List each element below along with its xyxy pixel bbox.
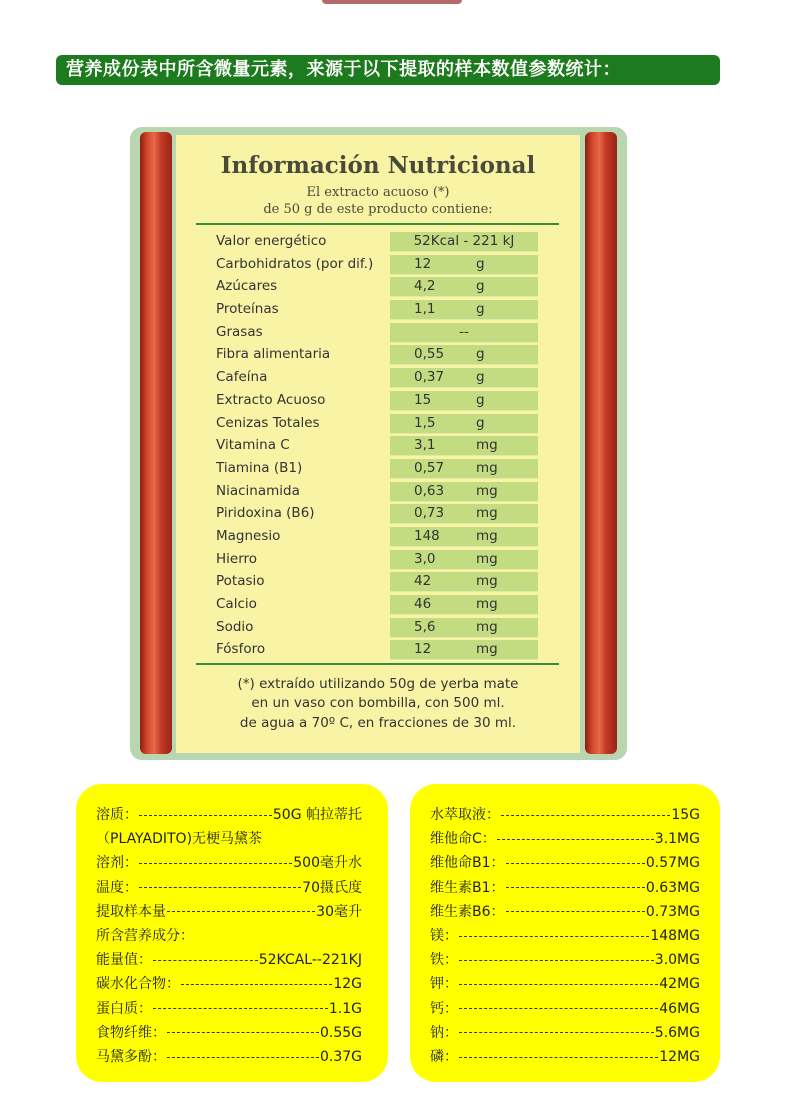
nutrient-amount: 3,1 bbox=[414, 437, 436, 454]
spec-row bbox=[430, 852, 700, 872]
spec-value: 3.0MG bbox=[654, 952, 700, 969]
leader-line bbox=[506, 887, 645, 888]
left-pillar bbox=[140, 132, 172, 754]
nutrition-row bbox=[216, 231, 546, 254]
nutrient-value-cell bbox=[390, 550, 538, 570]
spec-row bbox=[96, 949, 362, 969]
nutrient-unit: mg bbox=[476, 641, 498, 658]
spec-value: 0.63MG bbox=[645, 879, 700, 896]
nutrient-amount: 1,1 bbox=[414, 301, 436, 318]
nutrition-row bbox=[216, 413, 546, 436]
leader-line bbox=[459, 1008, 658, 1009]
spec-label: 能量值： bbox=[96, 952, 152, 969]
nutrient-label: Fibra alimentaria bbox=[216, 346, 331, 363]
spec-label: 水萃取液： bbox=[430, 807, 500, 823]
nutrient-amount: 46 bbox=[414, 596, 432, 612]
spec-label: 食物纤维： bbox=[96, 1024, 166, 1041]
nutrient-unit: g bbox=[476, 369, 485, 386]
nutrient-label: Calcio bbox=[216, 596, 257, 612]
nutrition-row bbox=[216, 299, 546, 322]
nutrient-value-cell bbox=[390, 618, 538, 638]
spec-label: 维生素B6： bbox=[430, 903, 505, 920]
nutrient-value-cell bbox=[390, 459, 538, 479]
spec-value: 30毫升 bbox=[316, 903, 362, 920]
spec-label: 钠： bbox=[430, 1024, 458, 1041]
spec-row bbox=[96, 828, 262, 848]
nutrient-value-cell bbox=[390, 391, 538, 411]
leader-line bbox=[459, 1032, 654, 1033]
nutrient-value-cell bbox=[390, 277, 538, 297]
leader-line bbox=[139, 887, 301, 888]
leader-line bbox=[506, 911, 645, 912]
nutrition-row bbox=[216, 549, 546, 572]
leader-line bbox=[459, 1057, 658, 1058]
nutrient-value-cell bbox=[390, 527, 538, 547]
nutrient-amount: 4,2 bbox=[414, 278, 436, 295]
nutrient-values-box bbox=[410, 784, 720, 1082]
nutrient-unit: mg bbox=[476, 482, 498, 499]
nutrient-unit: mg bbox=[476, 437, 498, 454]
spec-row bbox=[430, 998, 700, 1018]
right-pillar bbox=[585, 132, 617, 754]
nutrient-value-cell bbox=[390, 482, 538, 502]
nutrient-amount: 0,73 bbox=[414, 505, 445, 522]
nutrient-unit: mg bbox=[476, 505, 498, 522]
nutrient-unit: g bbox=[476, 301, 485, 318]
spec-label: 温度： bbox=[96, 879, 138, 896]
nutrition-row bbox=[216, 322, 546, 345]
nutrient-unit: g bbox=[476, 346, 485, 363]
nutrient-value-cell bbox=[390, 436, 538, 456]
nutrition-row bbox=[216, 458, 546, 481]
spec-value: 52KCAL--221KJ bbox=[258, 952, 362, 969]
nutrient-label: Extracto Acuoso bbox=[216, 391, 326, 408]
leader-line bbox=[501, 815, 670, 816]
spec-value: 42MG bbox=[659, 976, 700, 993]
leader-line bbox=[459, 960, 654, 961]
spec-label: 碳水化合物： bbox=[96, 976, 180, 993]
nutrient-value: -- bbox=[459, 323, 469, 340]
spec-label: 蛋白质： bbox=[96, 1000, 152, 1017]
nutrient-unit: mg bbox=[476, 550, 498, 567]
spec-value: 46MG bbox=[659, 1000, 700, 1017]
nutrition-row bbox=[216, 390, 546, 413]
spec-row bbox=[430, 1022, 700, 1042]
nutrient-label: Potasio bbox=[216, 573, 265, 590]
spec-row bbox=[96, 804, 362, 824]
spec-row bbox=[96, 1022, 362, 1042]
nutrition-row bbox=[216, 435, 546, 458]
card-subtitle-2: de 50 g de este producto contiene: bbox=[263, 202, 493, 217]
nutrient-value-cell bbox=[390, 255, 538, 275]
nutrient-unit: g bbox=[476, 255, 485, 272]
leader-line bbox=[167, 1032, 319, 1033]
spec-value: 0.57MG bbox=[645, 855, 700, 872]
nutrient-value-cell bbox=[390, 345, 538, 365]
spec-value: 3.1MG bbox=[654, 831, 700, 848]
card-subtitle-1: El extracto acuoso (*) bbox=[306, 185, 450, 200]
nutrient-amount: 42 bbox=[414, 573, 432, 590]
nutrition-row bbox=[216, 367, 546, 390]
nutrient-label: Piridoxina (B6) bbox=[216, 505, 315, 522]
nutrient-amount: 3,0 bbox=[414, 550, 436, 567]
nutrient-unit: mg bbox=[476, 527, 498, 544]
leader-line bbox=[139, 815, 272, 816]
nutrient-amount: 1,5 bbox=[414, 414, 436, 431]
spec-value: 12MG bbox=[659, 1049, 700, 1065]
spec-row bbox=[430, 1046, 700, 1066]
nutrition-row bbox=[216, 276, 546, 299]
nutrient-label: Hierro bbox=[216, 550, 258, 567]
spec-row bbox=[430, 925, 700, 945]
spec-row bbox=[430, 828, 700, 848]
nutrient-amount: 0,37 bbox=[414, 369, 445, 386]
leader-line bbox=[167, 911, 315, 912]
nutrient-unit: g bbox=[476, 414, 485, 431]
spec-value: 0.37G bbox=[319, 1049, 362, 1065]
nutrition-row bbox=[216, 571, 546, 594]
nutrient-value: 52Kcal - 221 kJ bbox=[413, 233, 515, 249]
leader-line bbox=[167, 1057, 319, 1058]
spec-row bbox=[430, 901, 700, 921]
spec-label: 维他命C： bbox=[430, 831, 496, 848]
leader-line bbox=[153, 960, 258, 961]
nutrition-row bbox=[216, 617, 546, 640]
leader-line bbox=[139, 863, 292, 864]
extraction-info-box bbox=[76, 784, 388, 1082]
spec-value: 500毫升水 bbox=[293, 855, 362, 872]
spec-label: 钾： bbox=[430, 976, 458, 993]
nutrient-value-cell bbox=[390, 414, 538, 434]
nutrition-row bbox=[216, 481, 546, 504]
spec-label: 维他命B1： bbox=[430, 855, 505, 872]
spec-row bbox=[96, 998, 362, 1018]
spec-label: 维生素B1： bbox=[430, 879, 505, 896]
nutrient-label: Cafeína bbox=[216, 369, 268, 386]
spec-label: （PLAYADITO)无梗马黛茶 bbox=[96, 831, 263, 848]
spec-value: 15G bbox=[671, 807, 700, 823]
spec-row bbox=[96, 852, 362, 872]
card-title: Información Nutricional bbox=[220, 152, 536, 179]
nutrient-label: Tiamina (B1) bbox=[216, 459, 303, 476]
nutrient-amount: 5,6 bbox=[414, 618, 436, 635]
leader-line bbox=[497, 839, 654, 840]
nutrient-amount: 15 bbox=[414, 391, 432, 408]
nutrition-row bbox=[216, 639, 546, 662]
spec-value: 50G 帕拉蒂托 bbox=[272, 807, 362, 823]
nutrient-unit: g bbox=[476, 391, 485, 408]
nutrient-label: Proteínas bbox=[216, 301, 279, 318]
nutrition-row bbox=[216, 526, 546, 549]
nutrient-amount: 148 bbox=[414, 527, 440, 544]
footnote-line-3: de agua a 70º C, en fracciones de 30 ml. bbox=[239, 715, 517, 731]
nutrient-value-cell bbox=[390, 595, 538, 615]
spec-label: 溶质： bbox=[96, 807, 138, 823]
spec-value: 1.1G bbox=[328, 1000, 362, 1017]
nutrient-value-cell bbox=[390, 572, 538, 592]
leader-line bbox=[506, 863, 645, 864]
divider-top bbox=[196, 223, 559, 225]
nutrient-unit: mg bbox=[476, 596, 498, 612]
spec-row bbox=[430, 973, 700, 993]
nutrient-amount: 0,55 bbox=[414, 346, 445, 363]
nutrient-amount: 12 bbox=[414, 255, 432, 272]
nutrition-table bbox=[216, 231, 546, 662]
nutrient-value-cell bbox=[390, 232, 538, 252]
footnote-line-2: en un vaso con bombilla, con 500 ml. bbox=[251, 695, 505, 711]
nutrient-label: Carbohidratos (por dif.) bbox=[216, 255, 374, 272]
spec-label: 所含营养成分： bbox=[96, 928, 194, 944]
nutrient-unit: mg bbox=[476, 618, 498, 635]
nutrient-amount: 12 bbox=[414, 641, 432, 658]
spec-row bbox=[96, 877, 362, 897]
nutrient-label: Fósforo bbox=[216, 641, 266, 658]
spec-value: 148MG bbox=[650, 928, 700, 944]
nutrient-label: Valor energético bbox=[216, 233, 327, 249]
nutrition-row bbox=[216, 594, 546, 617]
nutrient-label: Grasas bbox=[216, 323, 263, 340]
divider-bottom bbox=[196, 663, 559, 665]
nutrient-unit: mg bbox=[476, 573, 498, 590]
nutrient-unit: g bbox=[476, 278, 485, 295]
nutrient-value-cell bbox=[390, 504, 538, 524]
spec-value: 70摄氏度 bbox=[302, 879, 362, 896]
spec-value: 0.73MG bbox=[645, 903, 700, 920]
spec-label: 钙： bbox=[430, 1000, 458, 1017]
nutrient-label: Cenizas Totales bbox=[216, 414, 320, 431]
nutrient-value-cell bbox=[390, 640, 538, 660]
spec-row bbox=[430, 804, 700, 824]
nutrition-row bbox=[216, 254, 546, 277]
nutrient-label: Azúcares bbox=[216, 278, 278, 295]
nutrient-label: Vitamina C bbox=[216, 437, 290, 454]
nutrient-amount: 0,63 bbox=[414, 482, 445, 499]
nutrient-label: Sodio bbox=[216, 618, 254, 635]
footnote-line-1: (*) extraído utilizando 50g de yerba mate bbox=[237, 676, 519, 692]
leader-line bbox=[459, 936, 649, 937]
spec-value: 12G bbox=[333, 976, 362, 993]
nutrient-label: Niacinamida bbox=[216, 482, 300, 499]
spec-label: 镁： bbox=[430, 928, 458, 944]
spec-row bbox=[430, 949, 700, 969]
nutrient-value-cell bbox=[390, 323, 538, 343]
header-banner: 营养成份表中所含微量元素，来源于以下提取的样本数值参数统计： bbox=[56, 55, 720, 85]
nutrition-row bbox=[216, 503, 546, 526]
spec-row bbox=[96, 925, 194, 945]
spec-label: 提取样本量 bbox=[96, 903, 166, 920]
nutrient-label: Magnesio bbox=[216, 527, 281, 544]
nutrition-row bbox=[216, 344, 546, 367]
spec-label: 溶剂： bbox=[96, 855, 138, 872]
top-decoration bbox=[322, 0, 462, 4]
spec-value: 5.6MG bbox=[654, 1024, 700, 1041]
nutrient-value-cell bbox=[390, 368, 538, 388]
nutrition-card bbox=[176, 135, 580, 753]
leader-line bbox=[181, 984, 332, 985]
nutrient-unit: mg bbox=[476, 459, 498, 476]
spec-label: 磷： bbox=[430, 1049, 458, 1065]
spec-row bbox=[96, 973, 362, 993]
leader-line bbox=[459, 984, 658, 985]
spec-row bbox=[96, 901, 362, 921]
nutrient-value-cell bbox=[390, 300, 538, 320]
spec-row bbox=[96, 1046, 362, 1066]
leader-line bbox=[153, 1008, 328, 1009]
spec-label: 铁： bbox=[430, 952, 458, 969]
spec-row bbox=[430, 877, 700, 897]
nutrition-panel bbox=[130, 127, 627, 760]
spec-label: 马黛多酚： bbox=[96, 1049, 166, 1065]
spec-value: 0.55G bbox=[319, 1024, 362, 1041]
nutrient-amount: 0,57 bbox=[414, 459, 445, 476]
